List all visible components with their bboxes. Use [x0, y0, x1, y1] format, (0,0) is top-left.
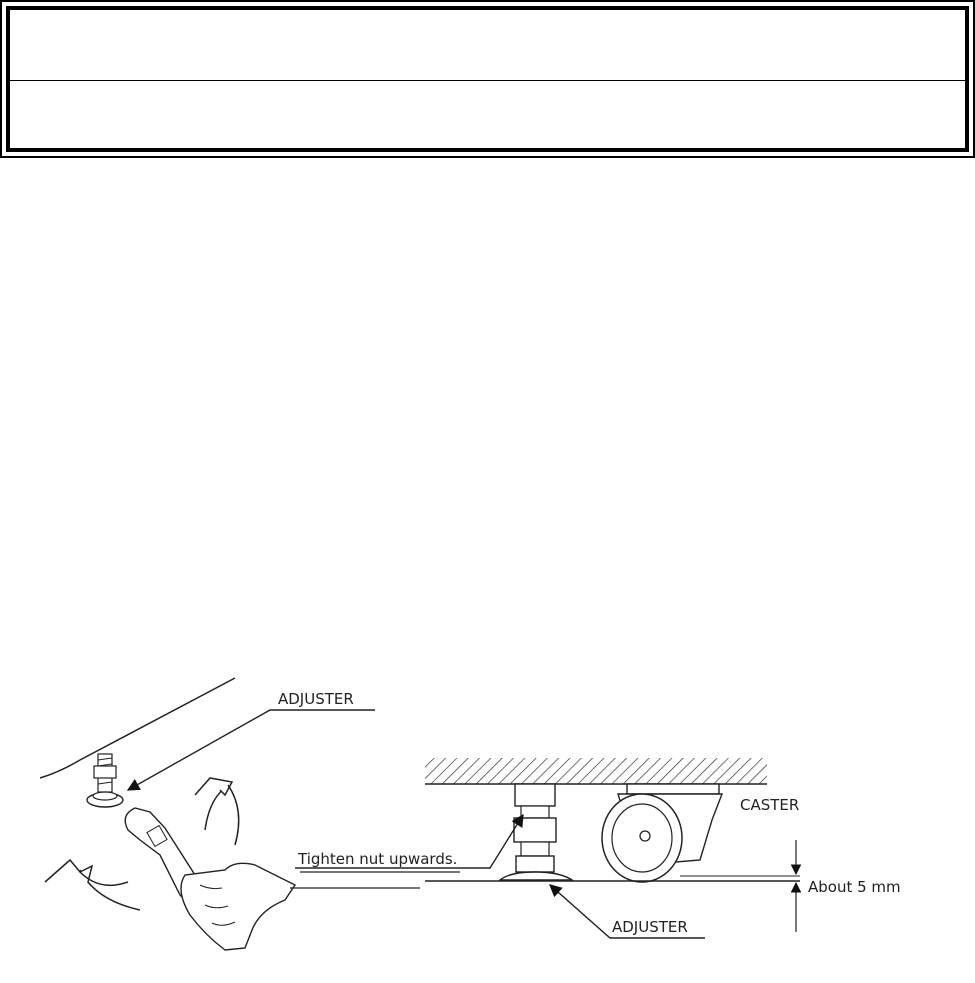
hand-wrench-icon [125, 808, 460, 950]
gap-label: About 5 mm [808, 878, 901, 896]
caster-icon [602, 784, 722, 882]
left-adjuster-label: ADJUSTER [278, 690, 354, 708]
bottom-adjuster-label: ADJUSTER [612, 918, 688, 936]
right-illustration [295, 758, 901, 938]
adjuster-bolt-icon [87, 754, 123, 807]
left-adjuster-leader [128, 710, 375, 790]
appliance-body-edge [40, 678, 235, 778]
appliance-base-hatch [425, 758, 767, 784]
header-inner-frame [6, 6, 969, 152]
adjuster-illustration [0, 660, 975, 960]
header-box [0, 0, 975, 158]
adjuster-column-icon [500, 784, 572, 880]
caster-label: CASTER [740, 796, 800, 814]
header-divider [10, 80, 965, 81]
left-illustration [40, 678, 460, 950]
tighten-label: Tighten nut upwards. [298, 850, 458, 868]
